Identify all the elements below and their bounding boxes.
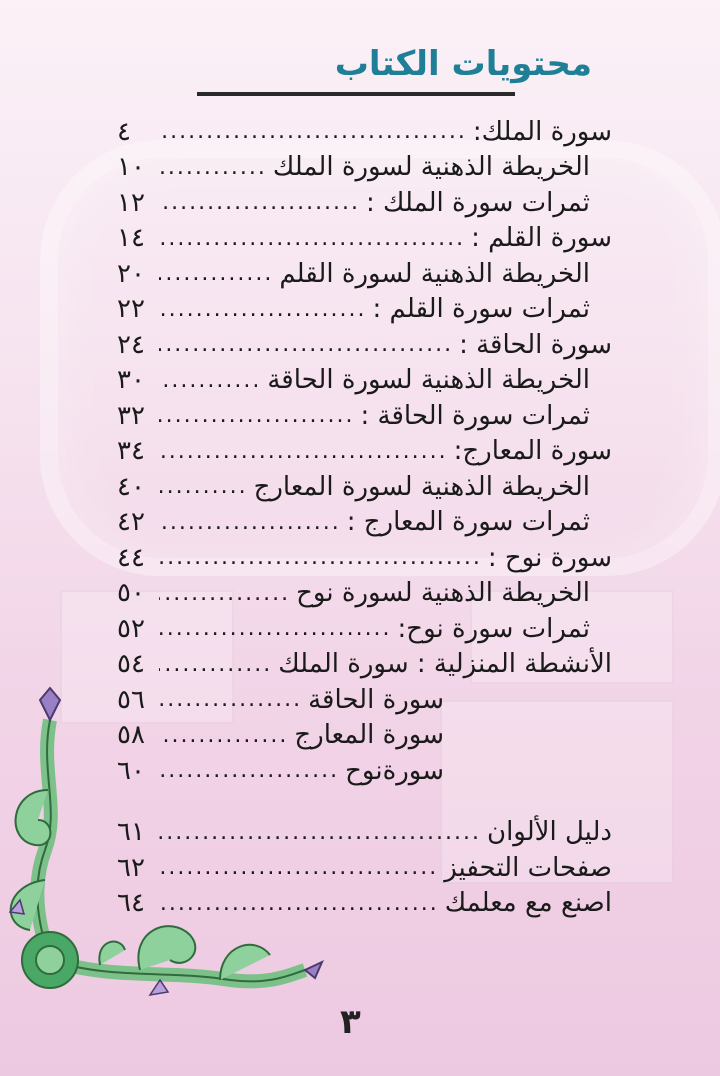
toc-dot-leader <box>159 190 360 215</box>
toc-entry <box>117 221 612 257</box>
toc-dot-leader <box>159 510 341 535</box>
toc-entry-label: الخريطة الذهنية لسورة الحاقة <box>267 365 590 396</box>
toc-entry-page: ١٤ <box>117 223 145 254</box>
toc-entry-label: اصنع مع معلمك <box>444 888 612 919</box>
toc-dot-leader <box>159 403 355 428</box>
toc-dot-leader <box>159 261 273 286</box>
toc-entry-page: ١٢ <box>117 187 145 218</box>
toc-entry-label: سورةنوح <box>345 755 444 786</box>
toc-dot-leader <box>159 439 448 464</box>
toc-entry-label: سورة نوح : <box>487 542 612 573</box>
toc-entry-label: سورة القلم : <box>471 223 612 254</box>
toc-entry-label: دليل الألوان <box>486 817 612 848</box>
toc-dot-leader <box>159 545 482 570</box>
toc-entry-page: ٦٠ <box>117 755 145 786</box>
toc-entry-page: ٥٠ <box>117 578 145 609</box>
toc-entry-label: سورة الحاقة : <box>459 329 612 360</box>
toc-entry-page: ٤٠ <box>117 471 145 502</box>
toc-dot-leader <box>159 226 465 251</box>
toc-entry <box>117 327 612 363</box>
toc-entry-page: ٤ <box>117 116 131 147</box>
toc-entry-page: ٦٢ <box>117 852 145 883</box>
toc-entry-page: ٢٠ <box>117 258 145 289</box>
toc-entry <box>117 611 612 647</box>
toc-entry <box>117 505 612 541</box>
toc-entry-page: ٥٢ <box>117 613 145 644</box>
toc-dot-leader <box>159 297 367 322</box>
toc-entry <box>117 398 612 434</box>
toc-entry-label: صفحات التحفيز <box>444 852 612 883</box>
toc-entry-page: ٣٤ <box>117 436 145 467</box>
toc-entry <box>117 150 612 186</box>
toc-entry <box>117 576 612 612</box>
toc-dot-leader <box>159 119 467 144</box>
toc-dot-leader <box>159 581 290 606</box>
toc-entry-label: ثمرات سورة نوح: <box>397 613 590 644</box>
toc-dot-leader <box>159 332 453 357</box>
toc-entry-label: الخريطة الذهنية لسورة القلم <box>279 258 590 289</box>
toc-entry-label: الخريطة الذهنية لسورة الملك <box>272 152 590 183</box>
toc-entry-page: ٥٨ <box>117 720 145 751</box>
toc-dot-leader <box>159 616 392 641</box>
toc-entry <box>117 256 612 292</box>
toc-entry-label: الخريطة الذهنية لسورة المعارج <box>253 471 590 502</box>
toc-entry-page: ٥٤ <box>117 649 145 680</box>
toc-dot-leader <box>159 155 267 180</box>
toc-entry <box>117 647 612 683</box>
toc-entry-label: ثمرات سورة الملك : <box>366 187 590 218</box>
toc-entry <box>117 434 612 470</box>
toc-entry-label: ثمرات سورة المعارج : <box>346 507 590 538</box>
toc-entry-page: ١٠ <box>117 152 145 183</box>
toc-dot-leader <box>159 474 248 499</box>
toc-entry <box>117 114 612 150</box>
toc-entry <box>117 469 612 505</box>
floral-corner-ornament <box>0 680 330 1010</box>
toc-entry-page: ٣٢ <box>117 400 145 431</box>
page-number: ٣ <box>340 1002 361 1042</box>
toc-entry-page: ٦٤ <box>117 888 145 919</box>
toc-entry-page: ٢٤ <box>117 329 145 360</box>
toc-dot-leader <box>159 368 261 393</box>
toc-entry-page: ٣٠ <box>117 365 145 396</box>
toc-entry-label: الأنشطة المنزلية : سورة الملك <box>278 649 612 680</box>
toc-entry <box>117 540 612 576</box>
toc-entry-label: ثمرات سورة القلم : <box>372 294 590 325</box>
toc-entry-label: سورة الملك: <box>472 116 612 147</box>
toc-entry-page: ٤٤ <box>117 542 145 573</box>
page-title: محتويات الكتاب <box>334 44 592 84</box>
toc-entry-label: ثمرات سورة الحاقة : <box>360 400 590 431</box>
toc-entry-page: ٢٢ <box>117 294 145 325</box>
toc-entry-label: سورة المعارج <box>294 720 444 751</box>
title-underline <box>197 92 515 96</box>
toc-entry-label: سورة المعارج: <box>453 436 612 467</box>
toc-entry <box>117 185 612 221</box>
toc-dot-leader <box>159 652 272 677</box>
toc-entry-label: الخريطة الذهنية لسورة نوح <box>296 578 590 609</box>
toc-entry <box>117 363 612 399</box>
toc-entry <box>117 292 612 328</box>
toc-entry-page: ٤٢ <box>117 507 145 538</box>
toc-entry-page: ٦١ <box>117 817 145 848</box>
toc-entry-page: ٥٦ <box>117 684 145 715</box>
toc-entry-label: سورة الحاقة <box>308 684 444 715</box>
